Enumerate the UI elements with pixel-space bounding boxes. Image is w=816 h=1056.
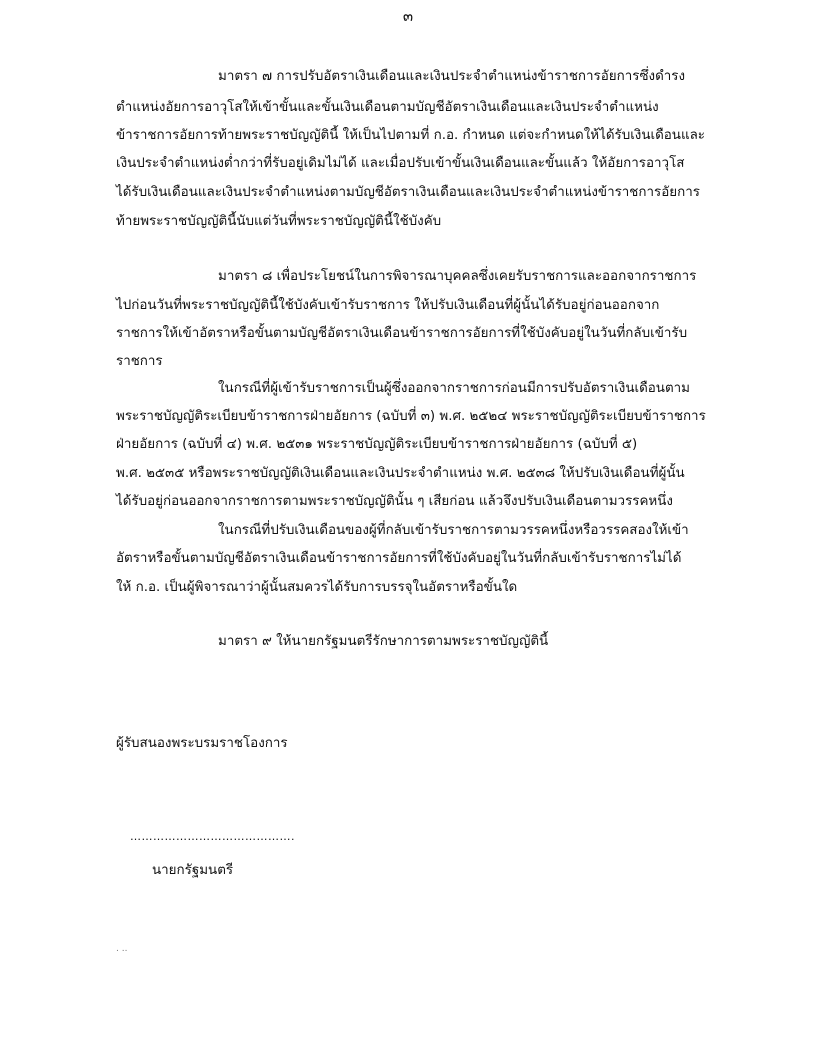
section8-para2-line-4: พ.ศ. ๒๕๓๕ หรือพระราชบัญญัติเงินเดือนและเงินประจำตำแหน่ง พ.ศ. ๒๕๓๘ ให้ปรับเงินเดือนที่ผู้นั้น xyxy=(116,466,685,481)
section8-para3-line-1: ในกรณีที่ปรับเงินเดือนของผู้ที่กลับเข้ารับราชการตามวรรคหนึ่งหรือวรรคสองให้เข้า xyxy=(218,523,689,538)
section8-line-1: มาตรา ๘ เพื่อประโยชน์ในการพิจารณาบุคคลซึ่งเคยรับราชการและออกจากราชการ xyxy=(218,269,697,284)
signatory-title: นายกรัฐมนตรี xyxy=(152,863,234,878)
countersign-label: ผู้รับสนองพระบรมราชโองการ xyxy=(116,736,288,751)
page-number: ๓ xyxy=(402,7,414,25)
section7-line-1: มาตรา ๗ การปรับอัตราเงินเดือนและเงินประจำตำแหน่งข้าราชการอัยการซึ่งดำรง xyxy=(218,69,686,84)
section7-line-4: เงินประจำตำแหน่งต่ำกว่าที่รับอยู่เดิมไม่ได้ และเมื่อปรับเข้าขั้นเงินเดือนและขั้นแล้ว ให้อัยการอาวุโส xyxy=(116,156,685,171)
section9-line: มาตรา ๙ ให้นายกรัฐมนตรีรักษาการตามพระราชบัญญัตินี้ xyxy=(218,634,549,649)
section8-para3-line-2: อัตราหรือขั้นตามบัญชีอัตราเงินเดือนข้าราชการอัยการที่ใช้บังคับอยู่ในวันที่กลับเข้ารับราชการไม่ได้ xyxy=(116,551,682,566)
section8-para2-line-2: พระราชบัญญัติระเบียบข้าราชการฝ่ายอัยการ (ฉบับที่ ๓) พ.ศ. ๒๕๒๔ พระราชบัญญัติระเบียบข้าราชการ xyxy=(116,409,706,424)
section8-para2-line-3: ฝ่ายอัยการ (ฉบับที่ ๔) พ.ศ. ๒๕๓๑ พระราชบัญญัติระเบียบข้าราชการฝ่ายอัยการ (ฉบับที่ ๕) xyxy=(116,437,638,452)
section8-para3-line-3: ให้ ก.อ. เป็นผู้พิจารณาว่าผู้นั้นสมควรได้รับการบรรจุในอัตราหรือขั้นใด xyxy=(116,580,518,595)
section7-line-3: ข้าราชการอัยการท้ายพระราชบัญญัตินี้ ให้เป็นไปตามที่ ก.อ. กำหนด แต่จะกำหนดให้ได้รับเงินเดือนและ xyxy=(116,128,705,143)
section8-line-2: ไปก่อนวันที่พระราชบัญญัตินี้ใช้บังคับเข้ารับราชการ ให้ปรับเงินเดือนที่ผู้นั้นได้รับอยู่ก่อนออกจาก xyxy=(116,298,660,313)
section8-line-3: ราชการให้เข้าอัตราหรือขั้นตามบัญชีอัตราเงินเดือนข้าราชการอัยการที่ใช้บังคับอยู่ในวันที่กลับเข้ารับ xyxy=(116,326,688,341)
section7-line-5: ได้รับเงินเดือนและเงินประจำตำแหน่งตามบัญชีอัตราเงินเดือนและเงินประจำตำแหน่งข้าราชการอัยการ xyxy=(116,185,700,200)
section8-para2-line-1: ในกรณีที่ผู้เข้ารับราชการเป็นผู้ซึ่งออกจากราชการก่อนมีการปรับอัตราเงินเดือนตาม xyxy=(218,381,691,396)
scan-speck: . .. xyxy=(116,944,128,954)
section8-line-4: ราชการ xyxy=(116,354,163,369)
signature-line: ……………………………………. xyxy=(130,830,295,843)
section7-line-6: ท้ายพระราชบัญญัตินี้นับแต่วันที่พระราชบัญญัตินี้ใช้บังคับ xyxy=(116,214,442,229)
section8-para2-line-5: ได้รับอยู่ก่อนออกจากราชการตามพระราชบัญญัตินั้น ๆ เสียก่อน แล้วจึงปรับเงินเดือนตามวรรคหนึ่ง xyxy=(116,494,673,509)
section7-line-2: ตำแหน่งอัยการอาวุโสให้เข้าขั้นและขั้นเงินเดือนตามบัญชีอัตราเงินเดือนและเงินประจำตำแหน่ง xyxy=(116,100,659,115)
